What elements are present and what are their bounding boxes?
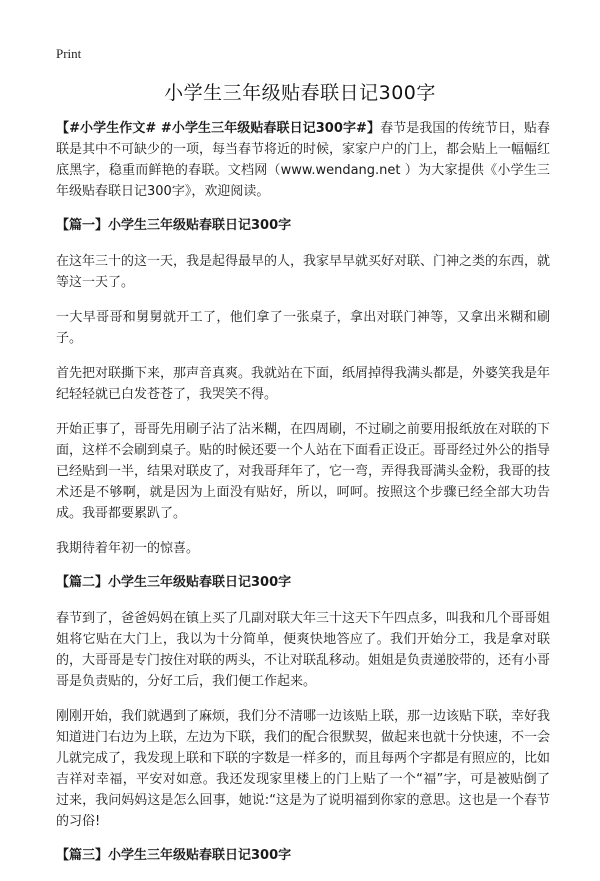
- paragraph: 一大早哥哥和舅舅就开工了，他们拿了一张桌子，拿出对联门神等，又拿出米糊和刷子。: [56, 310, 550, 346]
- article-body: [56, 118, 550, 881]
- intro-text: 春节是我国的传统节日，贴春联是其中不可缺少的一项，每当春节将近的时候，家家户户的门上，都会贴上一幅幅红底黑字，稳重而鲜艳的春联。文档网（www.wendang.net ）为大家提供《小学生三年级贴春联日记300字》，欢迎阅读。: [56, 121, 551, 199]
- section-heading-2: 【篇二】小学生三年级贴春联日记300字: [56, 575, 292, 590]
- paragraph: 春节到了，爸爸妈妈在镇上买了几副对联大年三十这天下午四点多，叫我和几个哥哥姐姐将它贴在大门上，我以为十分简单，便爽快地答应了。我们开始分工，我是拿对联的，大哥哥是专门按住对联的两头，不让对联乱移动。姐姐是负责递胶带的，还有小哥哥是负责贴的，分好工后，我们便工作起来。: [56, 611, 551, 689]
- print-label: Print: [56, 46, 82, 61]
- section-heading-1: 【篇一】小学生三年级贴春联日记300字: [56, 218, 292, 233]
- intro-paragraph: [56, 118, 550, 202]
- paragraph: 我期待着年初一的惊喜。: [56, 541, 200, 556]
- paragraph: 首先把对联撕下来，那声音真爽。我就站在下面，纸屑掉得我满头都是，外婆笑我是年纪轻轻就已白发苍苍了，我哭笑不得。: [56, 366, 551, 402]
- paragraph: 在这年三十的这一天，我是起得最早的人，我家早早就买好对联、门神之类的东西，就等这一天了。: [56, 254, 551, 290]
- section-heading-3: 【篇三】小学生三年级贴春联日记300字: [56, 848, 292, 863]
- intro-tag: 【#小学生作文# #小学生三年级贴春联日记300字#】: [56, 121, 381, 136]
- paragraph: 刚刚开始，我们就遇到了麻烦，我们分不清哪一边该贴上联，那一边该贴下联，幸好我知道进门右边为上联，左边为下联，我们的配合很默契，做起来也就十分快速，不一会儿就完成了，我发现上联和下联的字数是一样多的，而且每两个字都是有照应的，比如吉祥对幸福，平安对如意。我还发现家里楼上的门上贴了一个“福”字，可是被贴倒了过来，我问妈妈这是怎么回事，她说:“这是为了说明福到你家的意思。这也是一个春节的习俗!: [56, 709, 551, 829]
- paragraph: 开始正事了，哥哥先用刷子沾了沾米糊，在四周刷，不过刷之前要用报纸放在对联的下面，这样不会刷到桌子。贴的时候还要一个人站在下面看正设正。哥哥经过外公的指导已经贴到一半，结果对联皮了，对我哥拜年了，它一弯，弄得我哥满头金粉，我哥的技术还是不够啊，就是因为上面没有贴好，所以，呵呵。按照这个步骤已经全部大功告成。我哥都要累趴了。: [56, 422, 551, 521]
- page-title: 小学生三年级贴春联日记300字: [164, 82, 436, 104]
